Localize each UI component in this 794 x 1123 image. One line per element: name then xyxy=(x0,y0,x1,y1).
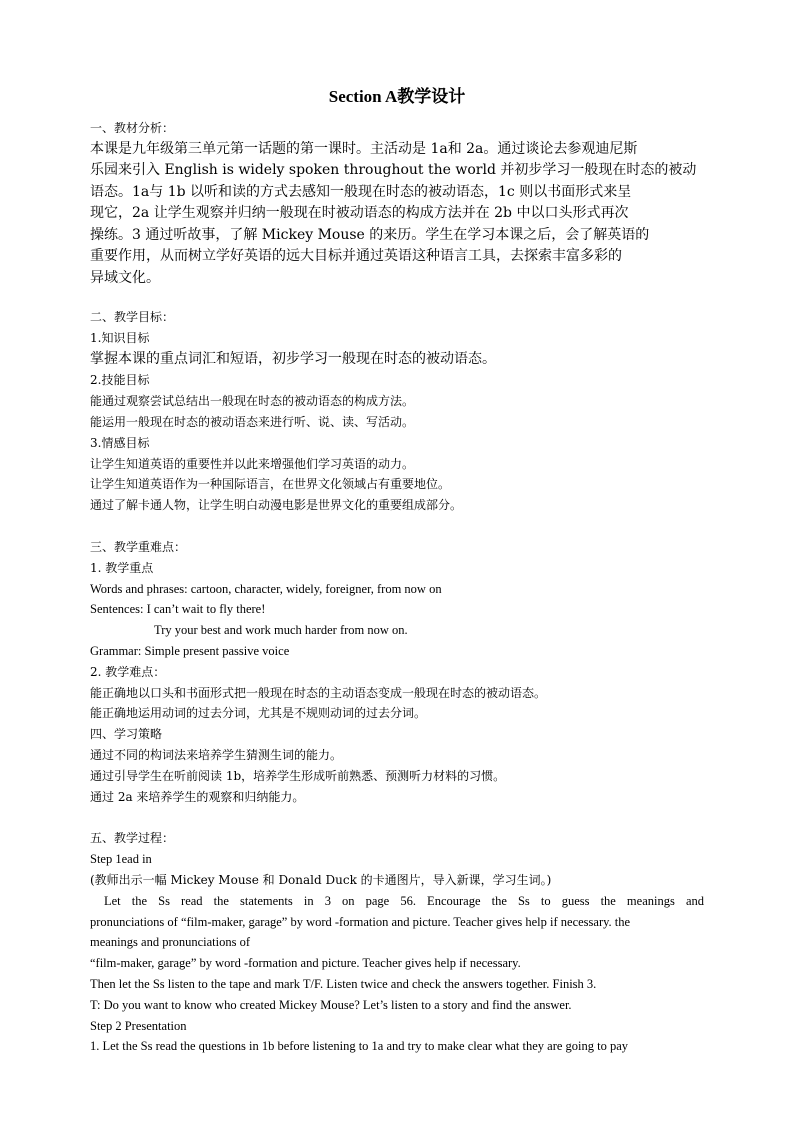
emotion-goal-title: 3.情感目标 xyxy=(90,435,150,450)
section-3-heading: 三、教学重难点： xyxy=(90,539,187,554)
process-paragraph-line: meanings and pronunciations of xyxy=(90,935,251,950)
process-paragraph-line: T: Do you want to know who created Mickey Mouse? Let’s listen to a story and find the answer. xyxy=(90,997,572,1012)
section-1-line: 语态。1a与 1b 以听和读的方式去感知一般现在时态的被动语态，1c 则以书面形式来呈 xyxy=(90,183,632,200)
section-1-heading: 一、教材分析： xyxy=(90,121,175,135)
spacer xyxy=(90,289,704,307)
section-1-line: 本课是九年级第三单元第一话题的第一课时。主活动是 1a和 2a。通过谈论去参观迪尼斯 xyxy=(90,140,638,157)
section-1-line: 操练。3 通过听故事，了解 Mickey Mouse 的来历。学生在学习本课之后，会了解英语的 xyxy=(90,226,650,243)
strategy-line: 通过不同的构词法来培养学生猜测生词的能力。 xyxy=(90,747,343,762)
spacer xyxy=(90,516,704,537)
process-paragraph-line: Then let the Ss listen to the tape and mark T/F. Listen twice and check the answers together. Finish 3. xyxy=(90,976,597,991)
strategy-line: 通过引导学生在听前阅读 1b，培养学生形成听前熟悉、预测听力材料的习惯。 xyxy=(90,768,506,783)
spacer xyxy=(90,807,704,828)
knowledge-goal-line: 掌握本课的重点词汇和短语，初步学习一般现在时态的被动语态。 xyxy=(90,350,496,367)
grammar-line: Grammar: Simple present passive voice xyxy=(90,643,290,658)
step-1-title: Step 1ead in xyxy=(90,852,152,867)
section-5-heading: 五、教学过程： xyxy=(90,831,175,846)
emotion-goal-line: 通过了解卡通人物，让学生明白动漫电影是世界文化的重要组成部分。 xyxy=(90,498,463,513)
skill-goal-line: 能通过观察尝试总结出一般现在时态的被动语态的构成方法。 xyxy=(90,394,415,409)
emotion-goal-line: 让学生知道英语作为一种国际语言，在世界文化领域占有重要地位。 xyxy=(90,477,451,492)
step-2-title: Step 2 Presentation xyxy=(90,1018,187,1033)
section-1-line: 异域文化。 xyxy=(90,269,160,286)
difficult-points-title: 2. 教学难点： xyxy=(90,664,166,679)
difficult-point-line: 能正确地以口头和书面形式把一般现在时态的主动语态变成一般现在时态的被动语态。 xyxy=(90,685,547,700)
skill-goal-title: 2.技能目标 xyxy=(90,373,150,388)
sentences-line: Sentences: I can’t wait to fly there! xyxy=(90,602,266,617)
process-paragraph-line: 1. Let the Ss read the questions in 1b before listening to 1a and try to make clear what they are going to pay xyxy=(90,1039,629,1054)
emotion-goal-line: 让学生知道英语的重要性并以此来增强他们学习英语的动力。 xyxy=(90,456,415,471)
section-1-line: 乐园来引入 English is widely spoken throughout the world 并初步学习一般现在时态的被动 xyxy=(90,162,697,179)
section-4-heading: 四、学习策略 xyxy=(90,727,163,742)
process-paragraph-line: “film-maker, garage” by word -formation and picture. Teacher gives help if necessary. xyxy=(90,956,521,971)
strategy-line: 通过 2a 来培养学生的观察和归纳能力。 xyxy=(90,789,305,804)
document-body xyxy=(90,118,704,1057)
process-paragraph-line: Let the Ss read the statements in 3 on page 56. Encourage the Ss to guess the meanings and xyxy=(104,893,704,908)
words-and-phrases: Words and phrases: cartoon, character, widely, foreigner, from now on xyxy=(90,581,442,596)
sentences-line-2: Try your best and work much harder from now on. xyxy=(154,623,408,638)
section-1-line: 重要作用，从而树立学好英语的远大目标并通过英语这种语言工具，去探索丰富多彩的 xyxy=(90,248,622,265)
document-title: Section A教学设计 xyxy=(328,87,466,106)
step-1-intro: (教师出示一幅 Mickey Mouse 和 Donald Duck 的卡通图片，导入新课，学习生词。) xyxy=(90,872,552,887)
section-2-heading: 二、教学目标： xyxy=(90,310,175,325)
difficult-point-line: 能正确地运用动词的过去分词，尤其是不规则动词的过去分词。 xyxy=(90,706,427,721)
section-1-line: 现它，2a 让学生观察并归纳一般现在时被动语态的构成方法并在 2b 中以口头形式再次 xyxy=(90,205,629,222)
skill-goal-line: 能运用一般现在时态的被动语态来进行听、说、读、写活动。 xyxy=(90,414,415,429)
knowledge-goal-title: 1.知识目标 xyxy=(90,331,150,346)
key-points-title: 1. 教学重点 xyxy=(90,560,154,575)
process-paragraph-line: pronunciations of “film-maker, garage” by word -formation and picture. Teacher gives help if necessary. the xyxy=(90,914,631,929)
